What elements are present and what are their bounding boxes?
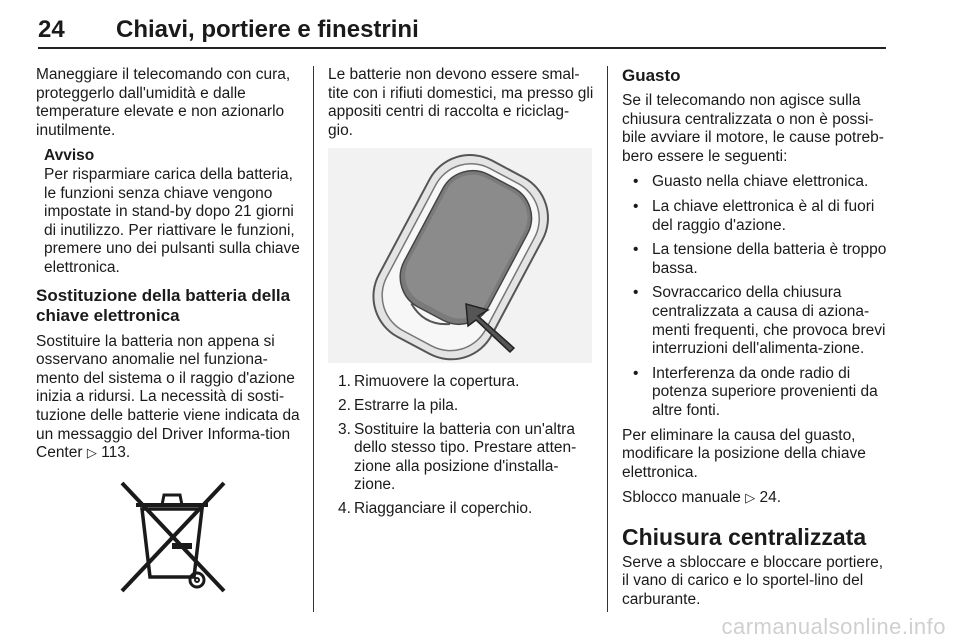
running-title: Chiavi, portiere e finestrini — [116, 16, 419, 43]
crossed-bin-icon — [112, 481, 232, 596]
xref-page[interactable]: 24. — [759, 489, 782, 507]
list-item: 1. Rimuovere la copertura. — [338, 373, 520, 391]
column-divider — [607, 66, 608, 612]
steps-list — [328, 373, 594, 518]
header-rule — [38, 47, 886, 49]
column-divider — [313, 66, 314, 612]
column-3 — [622, 66, 888, 617]
disposal-paragraph: Le batterie non devono essere smal-tite con i rifiuti domestici, ma presso gli appositi centri di raccolta e riciclag-gio. — [328, 66, 594, 139]
list-item: • La tensione della batteria è troppo bassa. — [633, 241, 887, 277]
section-title: Chiusura centralizzata — [622, 523, 867, 550]
column-1 — [36, 66, 300, 596]
key-fob-illustration — [328, 148, 592, 363]
battery-text: Sostituire la batteria non appena si osservano anomalie nel funziona-mento del sistema o il raggio d'azione inizia a ridursi. La necessità di sosti-tuzione delle batterie viene indicata da un messaggio del Driver Informa-tion Center — [36, 332, 300, 462]
xref-arrow-icon[interactable]: ▷ — [745, 490, 756, 506]
list-item: 3. Sostituire la batteria con un'altra dello stesso tipo. Prestare atten-zione alla posizione d'installa-zione. — [338, 420, 577, 494]
list-item: • La chiave elettronica è al di fuori del raggio d'azione. — [633, 197, 875, 234]
note-text: Per risparmiare carica della batteria, le funzioni senza chiave vengono impostate in stand-by dopo 21 giorni di inutilizzo. Per riattivare le funzioni, premere uno dei pulsanti sulla chiave elettronica. — [44, 165, 300, 276]
list-item: • Sovraccarico della chiusura centralizzata a causa di aziona-menti frequenti, che provoca brevi interruzioni dell'alimenta-zione. — [633, 284, 886, 358]
page-header — [38, 6, 886, 46]
xref-page[interactable]: 113. — [101, 444, 131, 462]
section-heading: Sostituzione della batteria della chiave elettronica — [36, 285, 291, 325]
note-box — [44, 147, 300, 277]
list-item: 2. Estrarre la pila. — [338, 396, 459, 414]
column-2 — [328, 66, 594, 524]
fault-heading: Guasto — [622, 66, 681, 85]
manual-unlock-ref: Sblocco manuale ▷ 24. — [622, 489, 782, 507]
intro-paragraph: Maneggiare il telecomando con cura, proteggerlo dall'umidità e dalle temperature elevate e non azionarlo inutilmente. — [36, 66, 291, 139]
list-item: • Interferenza da onde radio di potenza superiore provenienti da altre fonti. — [633, 364, 878, 419]
page-number: 24 — [38, 16, 65, 43]
xref-arrow-icon[interactable]: ▷ — [86, 445, 97, 461]
list-item: 4. Riagganciare il coperchio. — [338, 499, 533, 517]
causes-list — [622, 173, 888, 420]
bullet-icon: • — [633, 284, 639, 302]
fault-intro: Se il telecomando non agisce sulla chiusura centralizzata o non è possi-bile avviare il motore, le cause potreb-bero essere le seguenti: — [622, 92, 884, 165]
bullet-icon: • — [633, 197, 639, 215]
bullet-icon: • — [633, 241, 639, 259]
section-body: Serve a sbloccare e bloccare portiere, il vano di carico e lo sportel-lino del carburante. — [622, 553, 884, 609]
battery-paragraph — [36, 333, 300, 463]
list-item: • Guasto nella chiave elettronica. — [633, 173, 869, 191]
bullet-icon: • — [633, 364, 639, 382]
watermark: carmanualsonline.info — [721, 614, 946, 639]
note-title: Avviso — [44, 147, 95, 165]
remedy-paragraph: Per eliminare la causa del guasto, modificare la posizione della chiave elettronica. — [622, 426, 866, 481]
bullet-icon: • — [633, 173, 639, 191]
